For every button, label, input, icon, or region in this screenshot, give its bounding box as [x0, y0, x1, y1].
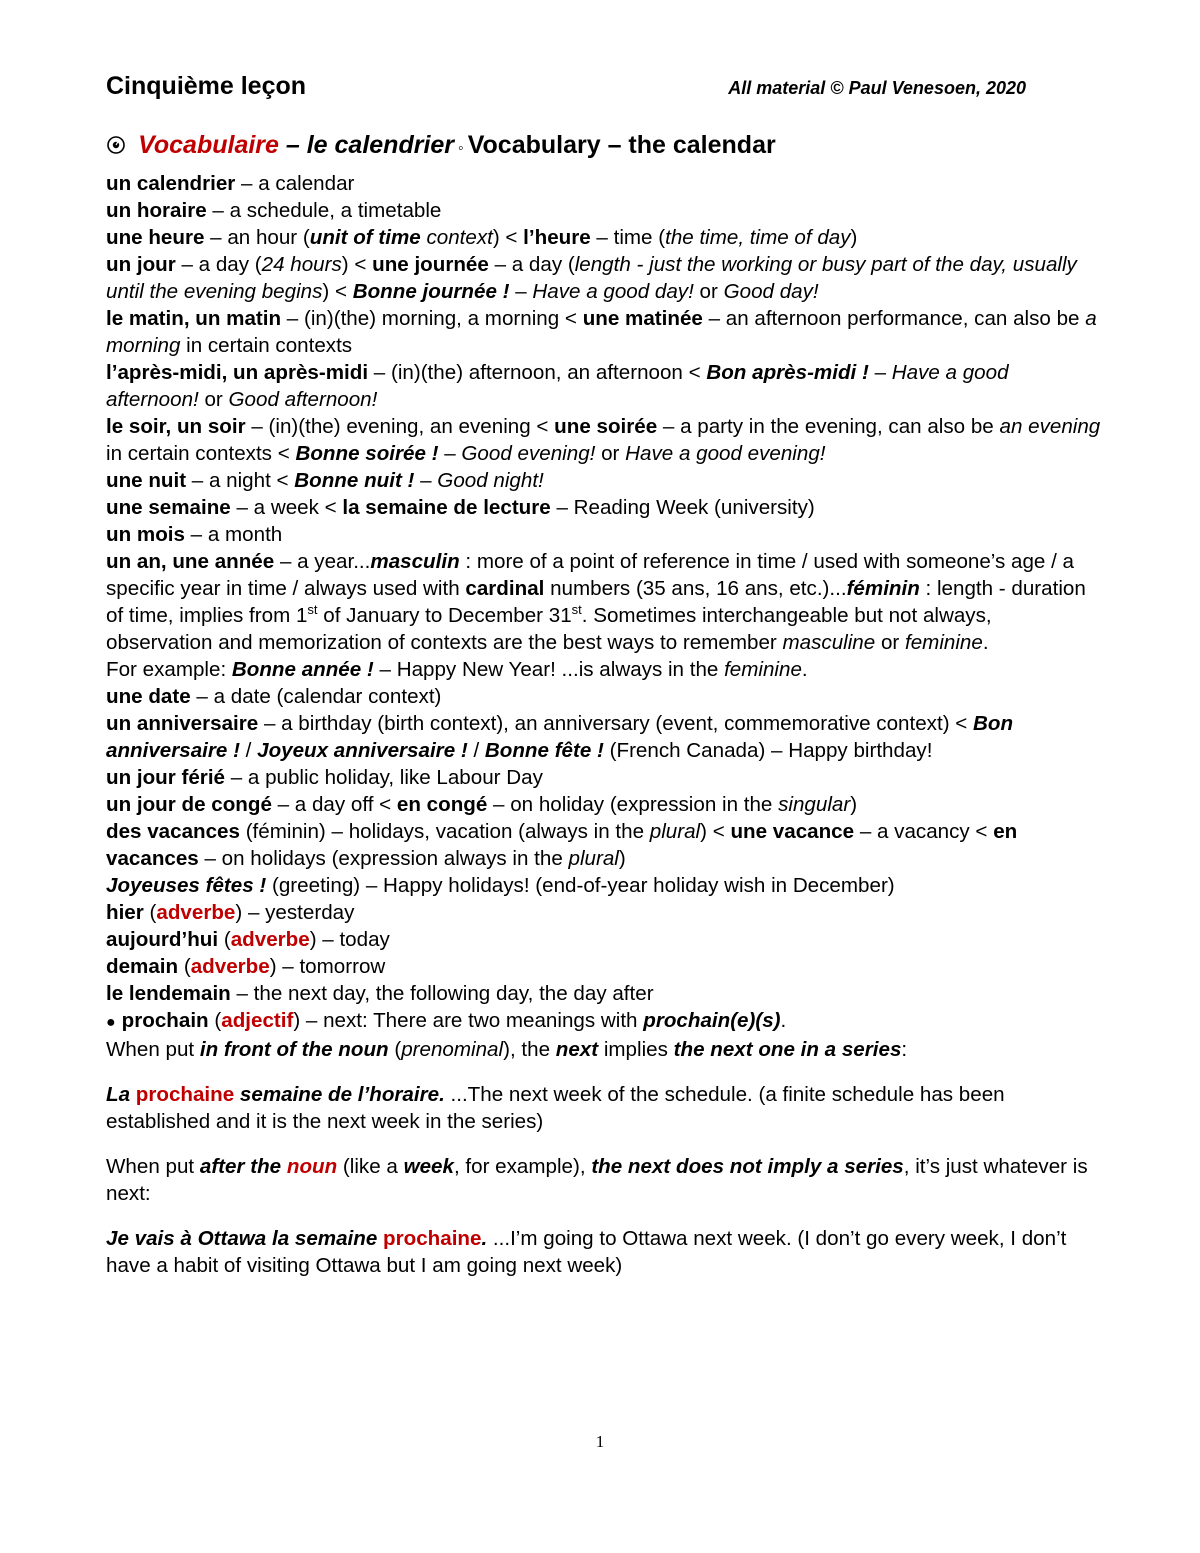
text-run: prenominal	[401, 1038, 504, 1061]
text-run: un horaire	[106, 199, 207, 222]
copyright-notice: All material © Paul Venesoen, 2020	[728, 78, 1026, 98]
text-run: unit of time	[309, 226, 421, 249]
text-run: une date	[106, 685, 191, 708]
text-run: – on holidays (expression always in the	[198, 847, 569, 870]
text-run: plural	[568, 847, 619, 870]
text-run: (	[178, 955, 191, 978]
text-run: masculine	[782, 631, 876, 654]
section-title-fr: Vocabulaire	[138, 131, 279, 159]
text-run: – Happy New Year! ...is always in the	[373, 658, 725, 681]
text-run: – a day off <	[271, 793, 397, 816]
text-run: adverbe	[230, 928, 310, 951]
vocab-entry	[106, 953, 1101, 980]
text-run: implies	[598, 1038, 674, 1061]
text-run: – a schedule, a timetable	[206, 199, 442, 222]
text-run: –	[414, 469, 438, 492]
text-run: Good evening!	[461, 442, 596, 465]
text-run: (like a	[337, 1155, 404, 1178]
text-run: .	[982, 631, 989, 654]
text-run: ) <	[700, 820, 731, 843]
text-run: feminine	[724, 658, 802, 681]
text-run: length - just the working or busy part of the day, usually until the evening begins	[106, 253, 1077, 303]
text-run: une journée	[372, 253, 489, 276]
text-run: – time (	[590, 226, 666, 249]
vocab-entry	[106, 926, 1101, 953]
vocab-entry	[106, 251, 1101, 305]
text-run: Joyeux anniversaire !	[257, 739, 468, 762]
text-run: in front of the noun	[199, 1038, 389, 1061]
text-run: Joyeuses fêtes !	[106, 874, 267, 897]
text-run: ) <	[341, 253, 373, 276]
text-run: La	[106, 1083, 136, 1106]
text-run: prochaine	[383, 1227, 482, 1250]
text-run: after the	[199, 1155, 287, 1178]
text-run: Have a good afternoon!	[106, 361, 1009, 411]
text-run: the next does not imply a series	[591, 1155, 904, 1178]
text-run: prochaine	[135, 1083, 235, 1106]
vocab-entry	[106, 656, 1101, 683]
text-run: – the next day, the following day, the day after	[230, 982, 654, 1005]
text-run: –	[868, 361, 892, 384]
vocab-entry	[106, 980, 1101, 1007]
text-run: (	[143, 901, 157, 924]
vocab-entry	[106, 710, 1101, 764]
text-run: in certain contexts	[180, 334, 353, 357]
text-run: prochain(e)(s)	[643, 1009, 781, 1032]
text-run: :	[901, 1038, 908, 1061]
text-run: une semaine	[106, 496, 231, 519]
text-run: When put	[106, 1038, 200, 1061]
text-run: –	[438, 442, 462, 465]
text-run: en congé	[396, 793, 488, 816]
text-run: – a year...	[274, 550, 371, 573]
vocab-entry	[106, 413, 1101, 467]
text-run: prochain	[121, 1009, 209, 1032]
vocab-entry	[106, 899, 1101, 926]
page-number: 1	[595, 1432, 605, 1451]
text-run: in certain contexts <	[106, 442, 296, 465]
text-run: : more of a point of reference in time / used with someone’s age / a specific year in time / always used with	[106, 550, 1075, 600]
text-run: 24 hours	[261, 253, 342, 276]
explanation-postnominal	[106, 1153, 1101, 1207]
vocab-entry	[106, 548, 1101, 656]
section-heading	[106, 128, 1101, 166]
vocab-entry	[106, 521, 1101, 548]
vocab-entry	[106, 197, 1101, 224]
text-run: /	[467, 739, 485, 762]
text-run: : length - duration of time, implies from 1	[106, 577, 1086, 627]
vocab-entry	[106, 818, 1101, 872]
text-run: feminine	[904, 631, 983, 654]
text-run: – an afternoon performance, can also be	[702, 307, 1086, 330]
text-run: – a birthday (birth context), an anniversary (event, commemorative context) <	[258, 712, 974, 735]
text-run: une matinée	[582, 307, 703, 330]
text-run: Bonne nuit !	[294, 469, 415, 492]
section-title-fr-rest: – le calendrier	[278, 131, 455, 159]
text-run: plural	[649, 820, 701, 843]
text-run: ...I’m going to Ottawa next week. (I don’t go every week, I don’t have a habit of visiting Ottawa but I am going next week)	[106, 1227, 1067, 1277]
text-run: un anniversaire	[106, 712, 259, 735]
vocab-entry	[106, 224, 1101, 251]
text-run: Bonne fête !	[484, 739, 604, 762]
text-run: Good afternoon!	[228, 388, 378, 411]
text-run: Bonne année !	[231, 658, 374, 681]
text-run: – a day (	[175, 253, 262, 276]
text-run: Je vais à Ottawa la semaine	[106, 1227, 384, 1250]
text-run: , it’s just whatever is next:	[106, 1155, 1088, 1205]
text-run: une vacance	[730, 820, 855, 843]
text-run: numbers (35 ans, 16 ans, etc.)...	[544, 577, 847, 600]
text-run: – (in)(the) evening, an evening <	[245, 415, 555, 438]
text-run: – (in)(the) afternoon, an afternoon <	[368, 361, 707, 384]
text-run: – a calendar	[235, 172, 355, 195]
text-run: – a night <	[186, 469, 295, 492]
text-run: – (in)(the) morning, a morning <	[281, 307, 583, 330]
text-run: un jour	[106, 253, 176, 276]
text-run: aujourd’hui	[106, 928, 219, 951]
text-run: )	[850, 226, 858, 249]
text-run: en vacances	[106, 820, 1018, 870]
text-run: – an hour (	[204, 226, 310, 249]
text-run: , for example),	[453, 1155, 592, 1178]
text-run: adverbe	[156, 901, 236, 924]
text-run: or	[595, 442, 626, 465]
text-run: Good day!	[723, 280, 819, 303]
text-run: the next one in a series	[673, 1038, 902, 1061]
text-run: Bon anniversaire !	[106, 712, 1014, 762]
page-header	[106, 72, 1026, 106]
text-run: des vacances	[106, 820, 240, 843]
text-run: ) – today	[309, 928, 390, 951]
text-run: masculin	[370, 550, 460, 573]
text-run: (greeting) – Happy holidays! (end-of-year holiday wish in December)	[266, 874, 895, 897]
text-run: or	[693, 280, 724, 303]
vocab-entry	[106, 170, 1101, 197]
text-run: un jour férié	[106, 766, 225, 789]
text-run: demain	[106, 955, 179, 978]
text-run: cardinal	[465, 577, 545, 600]
text-run: –	[509, 280, 533, 303]
text-run: st	[307, 602, 318, 618]
text-run: or	[198, 388, 229, 411]
text-run: ) – next: There are two meanings with	[293, 1009, 644, 1032]
text-run: (French Canada) – Happy birthday!	[603, 739, 933, 762]
text-run: week	[403, 1155, 454, 1178]
text-run: un an, une année	[106, 550, 275, 573]
vocab-entry	[106, 305, 1101, 359]
text-run: (	[388, 1038, 402, 1061]
text-run: (féminin) – holidays, vacation (always in the	[239, 820, 650, 843]
text-run: For example:	[106, 658, 232, 681]
text-run: .	[780, 1009, 787, 1032]
text-run: l’heure	[523, 226, 591, 249]
text-run: adjectif	[221, 1009, 294, 1032]
text-run: – a week <	[230, 496, 343, 519]
text-run: or	[875, 631, 905, 654]
text-run: – a date (calendar context)	[190, 685, 442, 708]
text-run: – a month	[184, 523, 283, 546]
vocab-entry	[106, 872, 1101, 899]
lesson-title: Cinquième leçon	[106, 72, 307, 100]
text-run: le lendemain	[106, 982, 231, 1005]
text-run: .	[481, 1227, 488, 1250]
text-run: . Sometimes interchangeable but not always, observation and memorization of contexts are the best ways to remember	[106, 604, 992, 654]
text-run: ) – yesterday	[235, 901, 355, 924]
section-title-en: Vocabulary – the calendar	[467, 131, 776, 159]
text-run: – Reading Week (university)	[550, 496, 815, 519]
text-run: st	[571, 602, 582, 618]
text-run: un jour de congé	[106, 793, 272, 816]
text-run: a morning	[106, 307, 1097, 357]
text-run: un mois	[106, 523, 185, 546]
text-run: la semaine de lecture	[342, 496, 551, 519]
text-run: Bon après-midi !	[706, 361, 869, 384]
text-run: singular	[778, 793, 851, 816]
text-run: – a public holiday, like Labour Day	[225, 766, 543, 789]
vocab-entry	[106, 791, 1101, 818]
text-run: next	[555, 1038, 599, 1061]
text-run: le soir, un soir	[106, 415, 246, 438]
text-run: noun	[286, 1155, 338, 1178]
text-run: .	[801, 658, 808, 681]
text-run: une soirée	[554, 415, 658, 438]
text-run: /	[239, 739, 258, 762]
prochain-line	[106, 1036, 1101, 1063]
vocab-entry	[106, 494, 1101, 521]
text-run: When put	[106, 1155, 200, 1178]
text-run: – a vacancy <	[854, 820, 994, 843]
text-run: hier	[106, 901, 144, 924]
clock-icon	[106, 133, 132, 158]
example-postnominal	[106, 1225, 1101, 1279]
text-run: )	[618, 847, 626, 870]
example-prenominal	[106, 1081, 1101, 1135]
text-run: of January to December 31	[317, 604, 572, 627]
text-run: adverbe	[190, 955, 270, 978]
text-run: le matin, un matin	[106, 307, 282, 330]
text-run: Bonne soirée !	[295, 442, 439, 465]
main-content	[106, 128, 1101, 1279]
text-run: – a party in the evening, can also be	[657, 415, 1000, 438]
text-run: – on holiday (expression in the	[487, 793, 779, 816]
text-run: ) <	[492, 226, 524, 249]
title-separator: ◦	[458, 140, 464, 157]
text-run: (	[208, 1009, 222, 1032]
vocab-entry	[106, 467, 1101, 494]
text-run: Bonne journée !	[352, 280, 510, 303]
text-run: un calendrier	[106, 172, 236, 195]
vocab-entry	[106, 764, 1101, 791]
text-run: an evening	[999, 415, 1101, 438]
text-run: une heure	[106, 226, 205, 249]
text-run: the time, time of day	[665, 226, 851, 249]
vocabulary-list	[106, 170, 1101, 1007]
vocab-entry	[106, 359, 1101, 413]
text-run: context	[420, 226, 493, 249]
text-run: Good night!	[437, 469, 544, 492]
text-run: ) <	[322, 280, 353, 303]
text-run: – a day (	[488, 253, 575, 276]
text-run: ) – tomorrow	[269, 955, 386, 978]
text-run: ), the	[503, 1038, 556, 1061]
text-run: )	[850, 793, 858, 816]
text-run: semaine de l’horaire.	[234, 1083, 445, 1106]
text-run: féminin	[846, 577, 920, 600]
text-run: (	[218, 928, 231, 951]
text-run: Have a good evening!	[625, 442, 826, 465]
text-run: l’après-midi, un après-midi	[106, 361, 369, 384]
bullet-icon: ●	[106, 1014, 116, 1031]
prochain-line	[106, 1007, 1101, 1036]
text-run: Have a good day!	[532, 280, 694, 303]
vocab-entry	[106, 683, 1101, 710]
text-run: une nuit	[106, 469, 187, 492]
text-run: ...The next week of the schedule. (a finite schedule has been established and it is the next week in the series)	[106, 1083, 1005, 1133]
prochain-explanation	[106, 1007, 1101, 1063]
